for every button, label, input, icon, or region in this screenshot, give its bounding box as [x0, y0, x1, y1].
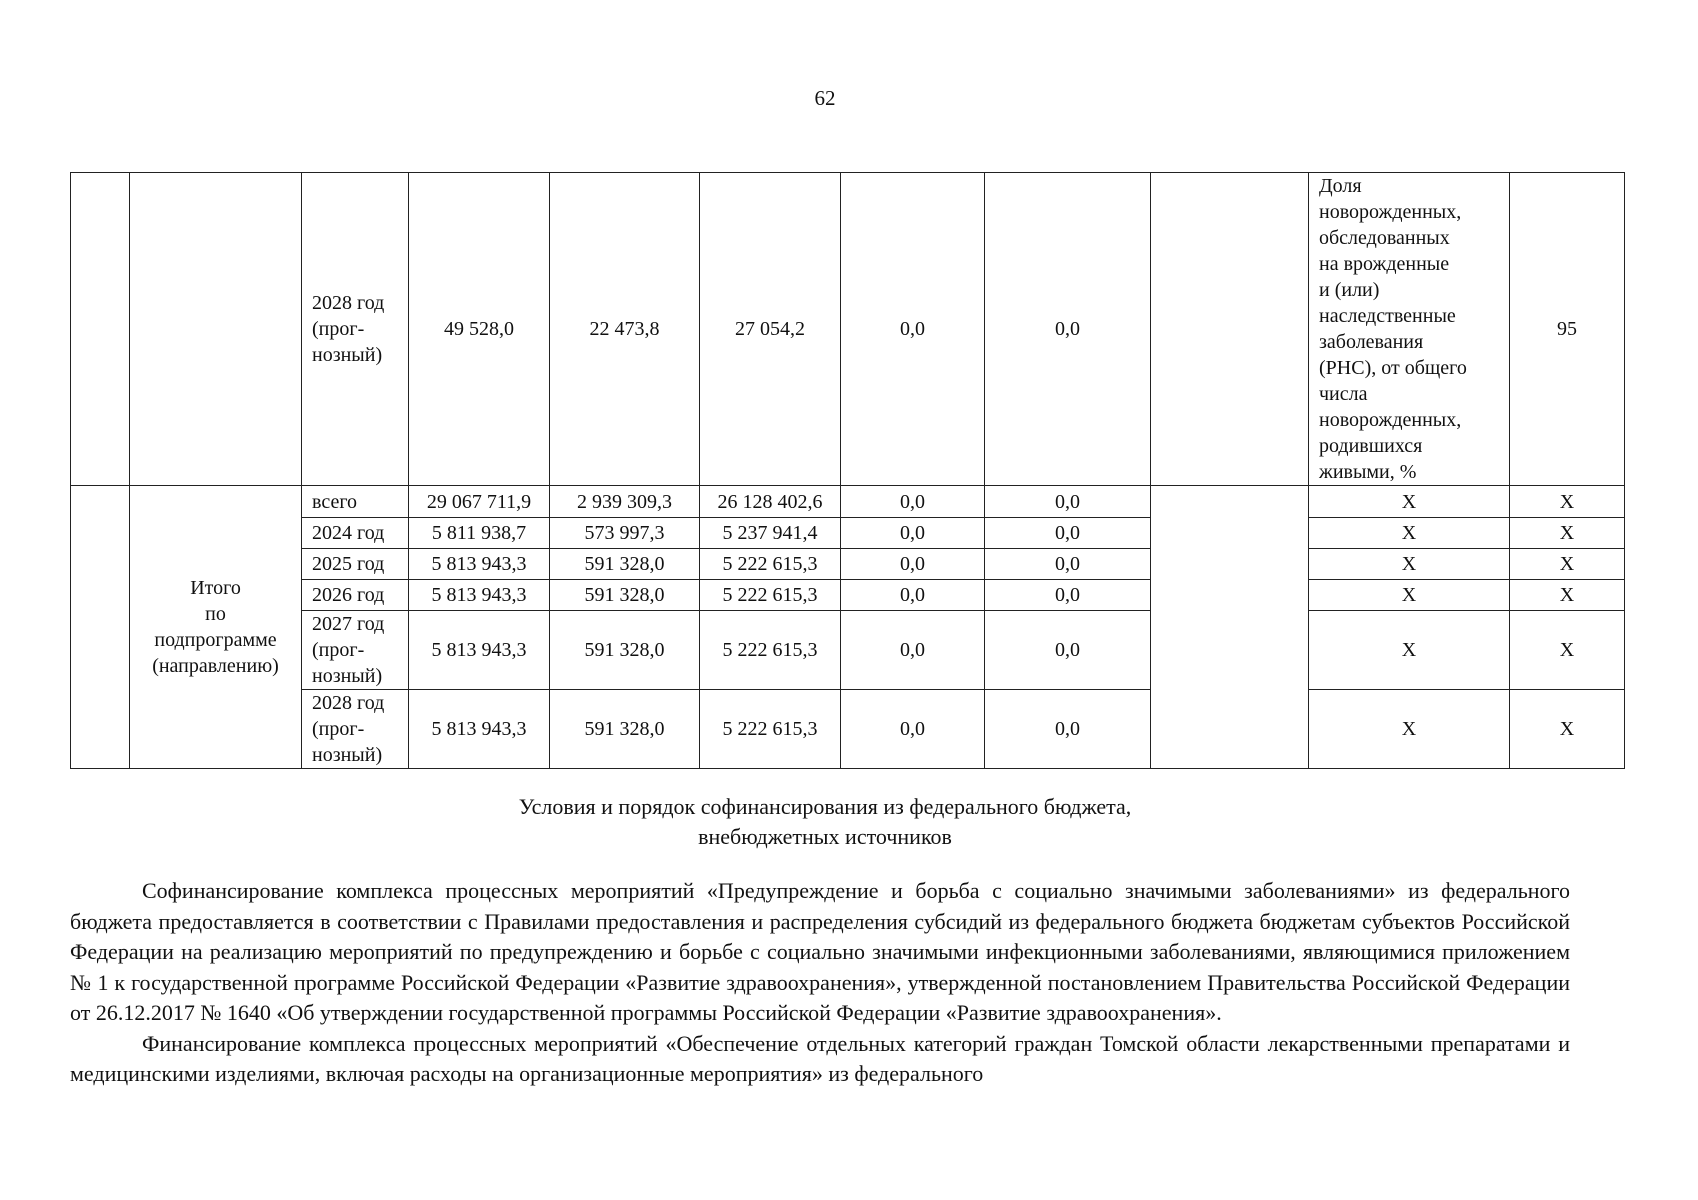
- itogo-line: (направлению): [152, 655, 279, 677]
- year-cell: 2025 год: [302, 549, 409, 580]
- itogo-line: по: [205, 603, 226, 625]
- indicator-value-cell: 95: [1510, 173, 1625, 486]
- total-cell: 5 813 943,3: [409, 580, 550, 611]
- local-cell: 0,0: [841, 486, 985, 518]
- year-line: нозный): [312, 744, 383, 766]
- year-cell: 2026 год: [302, 580, 409, 611]
- indicator-value-cell: X: [1510, 486, 1625, 518]
- year-line: нозный): [312, 665, 383, 687]
- itogo-line: Итого: [190, 577, 241, 599]
- year-cell: всего: [302, 486, 409, 518]
- indicator-cell: X: [1309, 611, 1510, 690]
- local-cell: 0,0: [841, 549, 985, 580]
- regional-cell: 5 222 615,3: [700, 690, 841, 769]
- page-number: 62: [814, 86, 836, 110]
- local-cell: 0,0: [841, 173, 985, 486]
- budget-table: [70, 172, 1625, 769]
- extrabudget-cell: 0,0: [985, 690, 1151, 769]
- regional-cell: 5 237 941,4: [700, 518, 841, 549]
- local-cell: 0,0: [841, 611, 985, 690]
- federal-cell: 591 328,0: [550, 611, 700, 690]
- year-line: 2027 год: [312, 613, 385, 635]
- year-cell: [302, 173, 409, 486]
- indicator-value-cell: X: [1510, 549, 1625, 580]
- indicator-line: новорожденных,: [1319, 201, 1462, 223]
- section-title: [0, 792, 1650, 852]
- local-cell: 0,0: [841, 518, 985, 549]
- empty-cell: [1151, 173, 1309, 486]
- indicator-cell: X: [1309, 690, 1510, 769]
- indicator-line: живыми, %: [1319, 461, 1417, 483]
- paragraph: Софинансирование комплекса процессных мероприятий «Предупреждение и борьба с социально значимыми заболеваниями» из федерального бюджета предоставляется в соответствии с Правилами предоставления и распределения субсидий из федерального бюджета бюджетам субъектов Российской Федерации на реализацию мероприятий по предупреждению и борьбе с социально значимыми инфекционными заболеваниями, являющимися приложением № 1 к государственной программе Российской Федерации «Развитие здравоохранения», утвержденной постановлением Правительства Российской Федерации от 26.12.2017 № 1640 «Об утверждении государственной программы Российской Федерации «Развитие здравоохранения».: [70, 878, 1570, 1025]
- year-line: (прог-: [312, 318, 365, 340]
- extrabudget-cell: 0,0: [985, 611, 1151, 690]
- year-cell: 2024 год: [302, 518, 409, 549]
- body-text: [70, 876, 1570, 1090]
- indicator-cell: [1309, 173, 1510, 486]
- year-line: 2028 год: [312, 692, 385, 714]
- total-cell: 29 067 711,9: [409, 486, 550, 518]
- regional-cell: 5 222 615,3: [700, 611, 841, 690]
- indicator-line: и (или): [1319, 279, 1380, 301]
- regional-cell: 5 222 615,3: [700, 580, 841, 611]
- indicator-cell: X: [1309, 580, 1510, 611]
- total-cell: 5 811 938,7: [409, 518, 550, 549]
- empty-cell: [71, 486, 130, 769]
- year-cell: [302, 611, 409, 690]
- empty-cell: [71, 173, 130, 486]
- table-row: [71, 690, 1625, 769]
- indicator-value-cell: X: [1510, 518, 1625, 549]
- section-title-line: Условия и порядок софинансирования из федерального бюджета,: [518, 794, 1132, 819]
- section-title-line: внебюджетных источников: [698, 824, 952, 849]
- year-cell: [302, 690, 409, 769]
- empty-cell: [130, 173, 302, 486]
- indicator-line: числа: [1319, 383, 1368, 405]
- indicator-value-cell: X: [1510, 690, 1625, 769]
- table-row: [71, 486, 1625, 518]
- federal-cell: 591 328,0: [550, 580, 700, 611]
- indicator-line: родившихся: [1319, 435, 1423, 457]
- table-row: [71, 611, 1625, 690]
- extrabudget-cell: 0,0: [985, 486, 1151, 518]
- total-cell: 5 813 943,3: [409, 690, 550, 769]
- regional-cell: 5 222 615,3: [700, 549, 841, 580]
- extrabudget-cell: 0,0: [985, 518, 1151, 549]
- indicator-line: Доля: [1319, 175, 1362, 197]
- table-row-2028-top: [71, 173, 1625, 486]
- indicator-line: обследованных: [1319, 227, 1450, 249]
- federal-cell: 22 473,8: [550, 173, 700, 486]
- indicator-cell: X: [1309, 518, 1510, 549]
- federal-cell: 2 939 309,3: [550, 486, 700, 518]
- regional-cell: 27 054,2: [700, 173, 841, 486]
- year-line: 2028 год: [312, 292, 385, 314]
- indicator-cell: X: [1309, 486, 1510, 518]
- indicator-value-cell: X: [1510, 611, 1625, 690]
- indicator-cell: X: [1309, 549, 1510, 580]
- indicator-line: новорожденных,: [1319, 409, 1462, 431]
- itogo-label-cell: [130, 486, 302, 769]
- year-line: (прог-: [312, 718, 365, 740]
- indicator-line: заболевания: [1319, 331, 1424, 353]
- local-cell: 0,0: [841, 690, 985, 769]
- local-cell: 0,0: [841, 580, 985, 611]
- total-cell: 5 813 943,3: [409, 549, 550, 580]
- itogo-line: подпрограмме: [154, 629, 277, 651]
- extrabudget-cell: 0,0: [985, 173, 1151, 486]
- federal-cell: 573 997,3: [550, 518, 700, 549]
- indicator-line: (РНС), от общего: [1319, 357, 1467, 379]
- table-row: [71, 549, 1625, 580]
- paragraph: Финансирование комплекса процессных мероприятий «Обеспечение отдельных категорий граждан Томской области лекарственными препаратами и медицинскими изделиями, включая расходы на организационные мероприятия» из федерального: [70, 1030, 1570, 1086]
- table-row: [71, 518, 1625, 549]
- year-line: нозный): [312, 344, 383, 366]
- regional-cell: 26 128 402,6: [700, 486, 841, 518]
- table-row: [71, 580, 1625, 611]
- federal-cell: 591 328,0: [550, 690, 700, 769]
- indicator-line: наследственные: [1319, 305, 1456, 327]
- indicator-value-cell: X: [1510, 580, 1625, 611]
- indicator-line: на врожденные: [1319, 253, 1450, 275]
- total-cell: 5 813 943,3: [409, 611, 550, 690]
- federal-cell: 591 328,0: [550, 549, 700, 580]
- empty-cell: [1151, 486, 1309, 769]
- extrabudget-cell: 0,0: [985, 580, 1151, 611]
- extrabudget-cell: 0,0: [985, 549, 1151, 580]
- total-cell: 49 528,0: [409, 173, 550, 486]
- year-line: (прог-: [312, 639, 365, 661]
